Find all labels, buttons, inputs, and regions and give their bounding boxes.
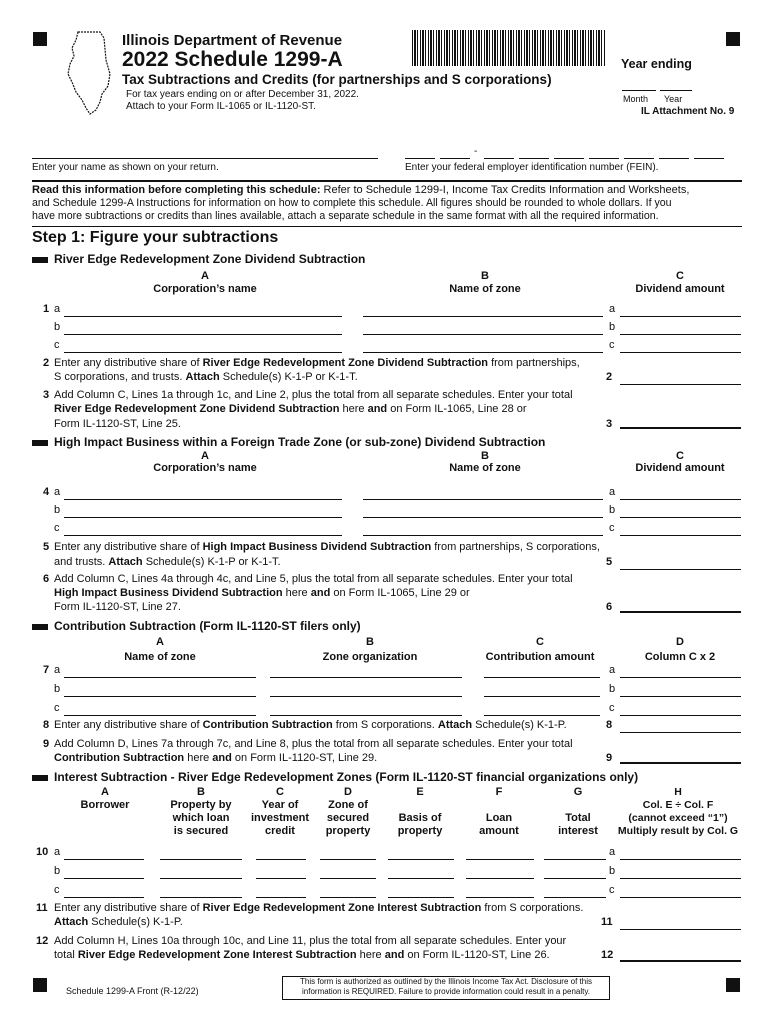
line-7b-zone-name[interactable] xyxy=(64,682,256,697)
intro-line3: have more subtractions or credits than lines available, attach a separate schedule in the same format with all the required information. xyxy=(32,210,659,222)
section3-title: Contribution Subtraction (Form IL-1120-ST filers only) xyxy=(54,619,361,633)
line-10a-total-interest[interactable] xyxy=(544,845,606,860)
line-3-number: 3 xyxy=(43,389,50,401)
col-h-header: H Col. E ÷ Col. F (cannot exceed “1”) Multiply result by Col. G xyxy=(617,786,739,837)
row-c-label: c xyxy=(54,884,60,896)
line-7a-zone-organization[interactable] xyxy=(270,663,462,678)
registration-mark-top-right xyxy=(726,32,740,46)
intro-line2: and Schedule 1299-A Instructions for information on how to complete this schedule. All figures should be rounded to whole dollars. If you xyxy=(32,197,672,209)
taxpayer-name-field[interactable] xyxy=(32,158,378,159)
row-b-label: b xyxy=(54,504,61,516)
line-4a-corporation-name[interactable] xyxy=(64,485,342,500)
col-d-letter: D xyxy=(676,636,684,648)
line-8-number: 8 xyxy=(43,719,50,731)
section-marker xyxy=(32,440,48,446)
divider xyxy=(32,226,742,227)
line-6-text: Add Column C, Lines 4a through 4c, and Line 5, plus the total from all separate schedules. Enter your total xyxy=(54,573,573,585)
row-a-label: a xyxy=(609,303,616,315)
line-5-number-right: 5 xyxy=(606,556,613,568)
registration-mark-bottom-right xyxy=(726,978,740,992)
row-b-label: b xyxy=(609,321,616,333)
col-c-letter: C xyxy=(676,450,684,462)
line-10a-loan-amount[interactable] xyxy=(466,845,534,860)
row-a-label: a xyxy=(54,846,61,858)
col-c-header: Contribution amount xyxy=(485,651,595,663)
registration-mark-bottom-left xyxy=(33,978,47,992)
line-10c-total-interest[interactable] xyxy=(544,883,606,898)
line-12-text: Add Column H, Lines 10a through 10c, and Line 11, plus the total from all separate schedules. Enter your xyxy=(54,935,567,947)
line-10c-zone[interactable] xyxy=(320,883,376,898)
line-12-text-2: total River Edge Redevelopment Zone Interest Subtraction here and on Form IL-1120-ST, Line 26. xyxy=(54,949,550,961)
col-b-letter: B xyxy=(481,450,489,462)
line-10b-borrower[interactable] xyxy=(64,864,144,879)
line-1a-dividend-amount[interactable] xyxy=(620,302,741,317)
line-4c-zone-name[interactable] xyxy=(363,521,603,536)
line-11-amount[interactable] xyxy=(620,915,741,930)
line-6-number: 6 xyxy=(43,573,50,585)
divider xyxy=(32,180,742,182)
year-field[interactable] xyxy=(660,90,692,91)
line-10a-borrower[interactable] xyxy=(64,845,144,860)
line-10b-year[interactable] xyxy=(256,864,306,879)
row-a-label: a xyxy=(609,846,616,858)
line-7a-zone-name[interactable] xyxy=(64,663,256,678)
line-8-number-right: 8 xyxy=(606,719,613,731)
line-5-amount[interactable] xyxy=(620,555,741,570)
row-a-label: a xyxy=(54,303,61,315)
line-1a-corporation-name[interactable] xyxy=(64,302,342,317)
col-d-header: Column C x 2 xyxy=(644,651,716,663)
line-10a-basis[interactable] xyxy=(388,845,454,860)
line-10b-loan-amount[interactable] xyxy=(466,864,534,879)
line-10c-result[interactable] xyxy=(620,883,741,898)
line-9-number-right: 9 xyxy=(606,752,613,764)
col-c-header: C Year of investment credit xyxy=(250,786,310,837)
month-label: Month xyxy=(623,94,649,104)
line-10b-property[interactable] xyxy=(160,864,242,879)
line-11-text-2: Attach Schedule(s) K-1-P. xyxy=(54,916,183,928)
line-12-number-right: 12 xyxy=(601,949,614,961)
line-10c-property[interactable] xyxy=(160,883,242,898)
line-10a-result[interactable] xyxy=(620,845,741,860)
col-d-header: D Zone of secured property xyxy=(325,786,371,837)
section-marker xyxy=(32,257,48,263)
month-field[interactable] xyxy=(622,90,656,91)
line-12-number: 12 xyxy=(36,935,49,947)
col-c-header: Dividend amount xyxy=(635,462,725,474)
section-marker xyxy=(32,624,48,630)
col-a-header: A Borrower xyxy=(80,786,130,811)
line-4c-dividend-amount[interactable] xyxy=(620,521,741,536)
line-2-text-2: S corporations, and trusts. Attach Schedule(s) K-1-P or K-1-T. xyxy=(54,371,358,383)
illinois-map-icon xyxy=(64,30,116,116)
tax-year-note: For tax years ending on or after December 31, 2022. xyxy=(126,89,359,100)
line-7b-zone-organization[interactable] xyxy=(270,682,462,697)
col-b-letter: B xyxy=(481,270,489,282)
line-7b-contribution-amount[interactable] xyxy=(484,682,600,697)
line-10b-zone[interactable] xyxy=(320,864,376,879)
line-6-text-2: High Impact Business Dividend Subtraction here and on Form IL-1065, Line 29 or xyxy=(54,587,470,599)
col-a-header: Corporation’s name xyxy=(153,283,257,295)
line-12-total[interactable] xyxy=(620,946,741,962)
year-ending-label: Year ending xyxy=(621,57,692,71)
line-10b-total-interest[interactable] xyxy=(544,864,606,879)
line-3-text: Add Column C, Lines 1a through 1c, and Line 2, plus the total from all separate schedules. Enter your total xyxy=(54,389,573,401)
line-5-text-2: and trusts. Attach Schedule(s) K-1-P or K-1-T. xyxy=(54,556,281,568)
line-1c-zone-name[interactable] xyxy=(363,338,603,353)
step1-title: Step 1: Figure your subtractions xyxy=(32,229,279,246)
col-a-header: Name of zone xyxy=(124,651,196,663)
line-5-number: 5 xyxy=(43,541,50,553)
line-8-text: Enter any distributive share of Contribution Subtraction from S corporations. Attach Schedule(s) K-1-P. xyxy=(54,719,567,731)
line-9-text: Add Column D, Lines 7a through 7c, and Line 8, plus the total from all separate schedules. Enter your total xyxy=(54,738,573,750)
line-9-text-2: Contribution Subtraction here and on Form IL-1120-ST, Line 29. xyxy=(54,752,378,764)
line-3-text-2: River Edge Redevelopment Zone Dividend Subtraction here and on Form IL-1065, Line 28 or xyxy=(54,403,527,415)
line-9-total[interactable] xyxy=(620,748,741,764)
col-b-header: Name of zone xyxy=(449,283,521,295)
row-c-label: c xyxy=(54,702,60,714)
form-title: 2022 Schedule 1299-A xyxy=(122,48,343,71)
attach-note: Attach to your Form IL-1065 or IL-1120-ST. xyxy=(126,101,316,112)
line-1b-zone-name[interactable] xyxy=(363,320,603,335)
line-6-number-right: 6 xyxy=(606,601,613,613)
line-11-text: Enter any distributive share of River Edge Redevelopment Zone Interest Subtraction from S corporations. xyxy=(54,902,584,914)
col-g-header: G Total interest xyxy=(558,786,598,837)
line-4b-dividend-amount[interactable] xyxy=(620,503,741,518)
line-10a-property[interactable] xyxy=(160,845,242,860)
col-c-letter: C xyxy=(536,636,544,648)
line-7c-zone-name[interactable] xyxy=(64,701,256,716)
section4-title: Interest Subtraction - River Edge Redevelopment Zones (Form IL-1120-ST financial organizations only) xyxy=(54,770,639,784)
col-b-header: Zone organization xyxy=(322,651,418,663)
line-8-amount[interactable] xyxy=(620,718,741,733)
name-label: Enter your name as shown on your return. xyxy=(32,162,219,173)
row-c-label: c xyxy=(609,884,615,896)
line-10b-result[interactable] xyxy=(620,864,741,879)
line-10-number: 10 xyxy=(36,846,49,858)
line-4b-corporation-name[interactable] xyxy=(64,503,342,518)
line-10b-basis[interactable] xyxy=(388,864,454,879)
row-b-label: b xyxy=(54,865,61,877)
col-b-header: B Property by which loan is secured xyxy=(170,786,232,837)
line-1c-dividend-amount[interactable] xyxy=(620,338,741,353)
col-a-letter: A xyxy=(156,636,164,648)
line-10c-loan-amount[interactable] xyxy=(466,883,534,898)
form-subtitle: Tax Subtractions and Credits (for partnerships and S corporations) xyxy=(122,72,552,87)
line-7a-column-c-x2[interactable] xyxy=(620,663,741,678)
row-a-label: a xyxy=(54,664,61,676)
row-b-label: b xyxy=(54,683,61,695)
line-1-number: 1 xyxy=(43,303,50,315)
col-e-header: E Basis of property xyxy=(397,786,443,837)
line-10a-year[interactable] xyxy=(256,845,306,860)
fein-label: Enter your federal employer identification number (FEIN). xyxy=(405,162,659,173)
line-5-text: Enter any distributive share of High Impact Business Dividend Subtraction from partnerships, S corporations, xyxy=(54,541,600,553)
line-7c-zone-organization[interactable] xyxy=(270,701,462,716)
disclosure-notice: This form is authorized as outlined by the Illinois Income Tax Act. Disclosure of this information is REQUIRED. Failure to provide information could result in a penalty. xyxy=(282,976,610,1000)
line-9-number: 9 xyxy=(43,738,50,750)
form-id: Schedule 1299-A Front (R-12/22) xyxy=(66,986,199,996)
line-4-number: 4 xyxy=(43,486,50,498)
line-6-total[interactable] xyxy=(620,597,741,613)
line-2-text: Enter any distributive share of River Edge Redevelopment Zone Dividend Subtraction from partnerships, xyxy=(54,357,580,369)
row-c-label: c xyxy=(609,702,615,714)
attachment-number: IL Attachment No. 9 xyxy=(641,106,735,117)
line-2-number-right: 2 xyxy=(606,371,613,383)
row-b-label: b xyxy=(54,321,61,333)
line-7-number: 7 xyxy=(43,664,50,676)
line-4c-corporation-name[interactable] xyxy=(64,521,342,536)
agency-name: Illinois Department of Revenue xyxy=(122,32,343,49)
row-b-label: b xyxy=(609,504,616,516)
year-label: Year xyxy=(664,94,683,104)
line-4a-dividend-amount[interactable] xyxy=(620,485,741,500)
section-marker xyxy=(32,775,48,781)
line-10c-basis[interactable] xyxy=(388,883,454,898)
row-a-label: a xyxy=(54,486,61,498)
row-b-label: b xyxy=(609,865,616,877)
line-1a-zone-name[interactable] xyxy=(363,302,603,317)
line-10a-zone[interactable] xyxy=(320,845,376,860)
line-3-text-3: Form IL-1120-ST, Line 25. xyxy=(54,418,181,430)
section1-title: River Edge Redevelopment Zone Dividend Subtraction xyxy=(54,252,366,266)
row-c-label: c xyxy=(54,339,60,351)
barcode xyxy=(412,30,606,66)
line-4a-zone-name[interactable] xyxy=(363,485,603,500)
line-1b-dividend-amount[interactable] xyxy=(620,320,741,335)
col-a-letter: A xyxy=(201,270,209,282)
section2-title: High Impact Business within a Foreign Trade Zone (or sub-zone) Dividend Subtraction xyxy=(54,435,546,449)
line-7c-column-c-x2[interactable] xyxy=(620,701,741,716)
line-6-text-3: Form IL-1120-ST, Line 27. xyxy=(54,601,181,613)
line-2-amount[interactable] xyxy=(620,370,741,385)
registration-mark-top-left xyxy=(33,32,47,46)
row-c-label: c xyxy=(609,522,615,534)
line-2-number: 2 xyxy=(43,357,50,369)
line-3-total[interactable] xyxy=(620,413,741,429)
line-7b-column-c-x2[interactable] xyxy=(620,682,741,697)
line-3-number-right: 3 xyxy=(606,418,613,430)
line-1b-corporation-name[interactable] xyxy=(64,320,342,335)
row-c-label: c xyxy=(609,339,615,351)
col-c-header: Dividend amount xyxy=(635,283,725,295)
line-10c-borrower[interactable] xyxy=(64,883,144,898)
row-b-label: b xyxy=(609,683,616,695)
fein-dash: - xyxy=(474,146,478,157)
intro-line1: Read this information before completing this schedule: Refer to Schedule 1299-I, Income Tax Credits Information and Worksheets, xyxy=(32,184,690,196)
col-b-header: Name of zone xyxy=(449,462,521,474)
row-a-label: a xyxy=(609,664,616,676)
line-4b-zone-name[interactable] xyxy=(363,503,603,518)
line-11-number-right: 11 xyxy=(601,916,613,928)
col-c-letter: C xyxy=(676,270,684,282)
col-b-letter: B xyxy=(366,636,374,648)
line-7c-contribution-amount[interactable] xyxy=(484,701,600,716)
row-a-label: a xyxy=(609,486,616,498)
line-7a-contribution-amount[interactable] xyxy=(484,663,600,678)
line-11-number: 11 xyxy=(36,902,48,914)
line-10c-year[interactable] xyxy=(256,883,306,898)
col-a-letter: A xyxy=(201,450,209,462)
col-a-header: Corporation’s name xyxy=(153,462,257,474)
row-c-label: c xyxy=(54,522,60,534)
line-1c-corporation-name[interactable] xyxy=(64,338,342,353)
col-f-header: F Loan amount xyxy=(479,786,519,837)
